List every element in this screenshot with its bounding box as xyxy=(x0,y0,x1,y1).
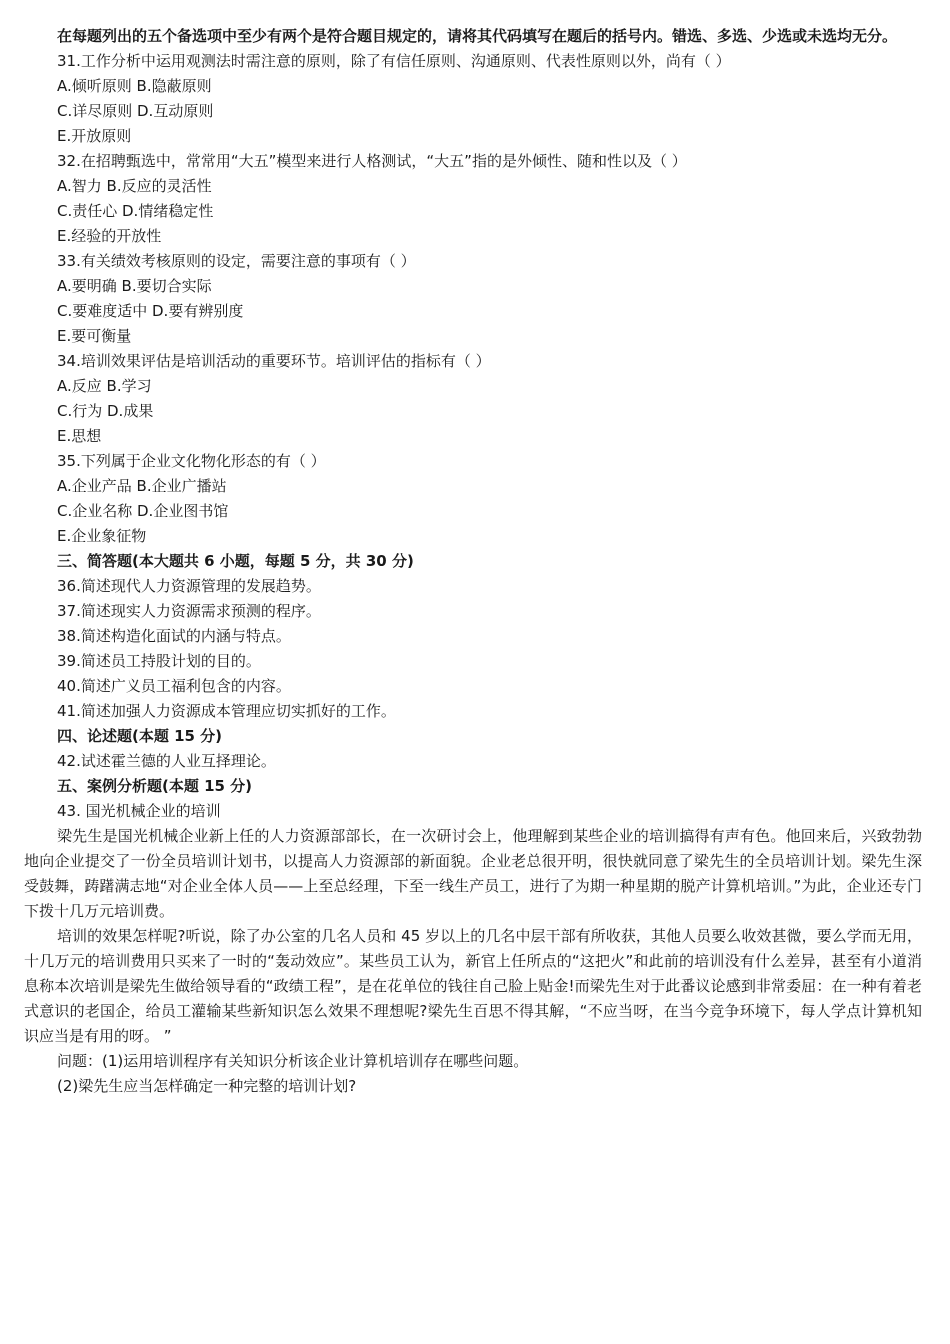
option-line: C.详尽原则 D.互动原则 xyxy=(57,102,214,120)
question-31 xyxy=(24,49,922,149)
case-paragraph: 梁先生是国光机械企业新上任的人力资源部部长，在一次研讨会上，他理解到某些企业的培训搞得有声有色。他回来后，兴致勃勃地向企业提交了一份全员培训计划书，以提高人力资源部的新面貌。企业老总很开明，很快就同意了梁先生的全员培训计划。梁先生深受鼓舞，踌躇满志地“对企业全体人员——上至总经理，下至一线生产员工，进行了为期一种星期的脱产计算机培训。”为此，企业还专门下拨十几万元培训费。 xyxy=(24,827,922,920)
question-stem: 33.有关绩效考核原则的设定，需要注意的事项有（ ） xyxy=(57,252,416,270)
option-line: E.思想 xyxy=(57,427,102,445)
section-heading: 五、案例分析题(本题 15 分) xyxy=(57,777,253,795)
question-stem: 35.下列属于企业文化物化形态的有（ ） xyxy=(57,452,326,470)
essay-section xyxy=(24,724,922,774)
option-line: C.行为 D.成果 xyxy=(57,402,154,420)
option-line: A.反应 B.学习 xyxy=(57,377,152,395)
question-33 xyxy=(24,249,922,349)
section-heading: 三、简答题(本大题共 6 小题，每题 5 分，共 30 分) xyxy=(57,552,414,570)
option-line: E.经验的开放性 xyxy=(57,227,162,245)
case-question: (2)梁先生应当怎样确定一种完整的培训计划? xyxy=(57,1077,357,1095)
question-34 xyxy=(24,349,922,449)
document-page xyxy=(24,24,922,1099)
short-answer-item: 39.简述员工持股计划的目的。 xyxy=(57,652,261,670)
question-stem: 31.工作分析中运用观测法时需注意的原则，除了有信任原则、沟通原则、代表性原则以外，尚有（ ） xyxy=(57,52,731,70)
short-answer-item: 38.简述构造化面试的内涵与特点。 xyxy=(57,627,291,645)
option-line: A.企业产品 B.企业广播站 xyxy=(57,477,227,495)
case-analysis-section xyxy=(24,774,922,1099)
option-line: E.要可衡量 xyxy=(57,327,132,345)
section-heading: 四、论述题(本题 15 分) xyxy=(57,727,223,745)
question-stem: 34.培训效果评估是培训活动的重要环节。培训评估的指标有（ ） xyxy=(57,352,491,370)
case-paragraph: 培训的效果怎样呢?听说，除了办公室的几名人员和 45 岁以上的几名中层干部有所收获，其他人员要么收效甚微，要么学而无用，十几万元的培训费用只买来了一时的“轰动效应”。某些员工认为，新官上任所点的“这把火”和此前的培训没有什么差异，甚至有小道消息称本次培训是梁先生做给领导看的“政绩工程”，是在花单位的钱往自己脸上贴金!而梁先生对于此番议论感到非常委屈：在一种有着老式意识的老国企，给员工灌输某些新知识怎么效果不理想呢?梁先生百思不得其解，“不应当呀，在当今竞争环境下，每人学点计算机知识应当是有用的呀。 ” xyxy=(24,927,922,1045)
essay-item: 42.试述霍兰德的人业互择理论。 xyxy=(57,752,276,770)
option-line: A.倾听原则 B.隐蔽原则 xyxy=(57,77,212,95)
instructions: 在每题列出的五个备选项中至少有两个是符合题目规定的，请将其代码填写在题后的括号内。错选、多选、少选或未选均无分。 xyxy=(57,27,898,45)
question-32 xyxy=(24,149,922,249)
short-answer-item: 36.简述现代人力资源管理的发展趋势。 xyxy=(57,577,321,595)
question-35 xyxy=(24,449,922,549)
option-line: E.企业象征物 xyxy=(57,527,147,545)
short-answer-section xyxy=(24,549,922,724)
option-line: C.责任心 D.情绪稳定性 xyxy=(57,202,214,220)
case-question: 问题：(1)运用培训程序有关知识分析该企业计算机培训存在哪些问题。 xyxy=(57,1052,529,1070)
short-answer-item: 41.简述加强人力资源成本管理应切实抓好的工作。 xyxy=(57,702,396,720)
short-answer-item: 40.简述广义员工福利包含的内容。 xyxy=(57,677,291,695)
case-title: 43. 国光机械企业的培训 xyxy=(57,802,221,820)
option-line: E.开放原则 xyxy=(57,127,132,145)
short-answer-item: 37.简述现实人力资源需求预测的程序。 xyxy=(57,602,321,620)
question-stem: 32.在招聘甄选中，常常用“大五”模型来进行人格测试，“大五”指的是外倾性、随和性以及（ ） xyxy=(57,152,687,170)
option-line: A.要明确 B.要切合实际 xyxy=(57,277,212,295)
option-line: C.企业名称 D.企业图书馆 xyxy=(57,502,229,520)
option-line: A.智力 B.反应的灵活性 xyxy=(57,177,212,195)
option-line: C.要难度适中 D.要有辨别度 xyxy=(57,302,244,320)
